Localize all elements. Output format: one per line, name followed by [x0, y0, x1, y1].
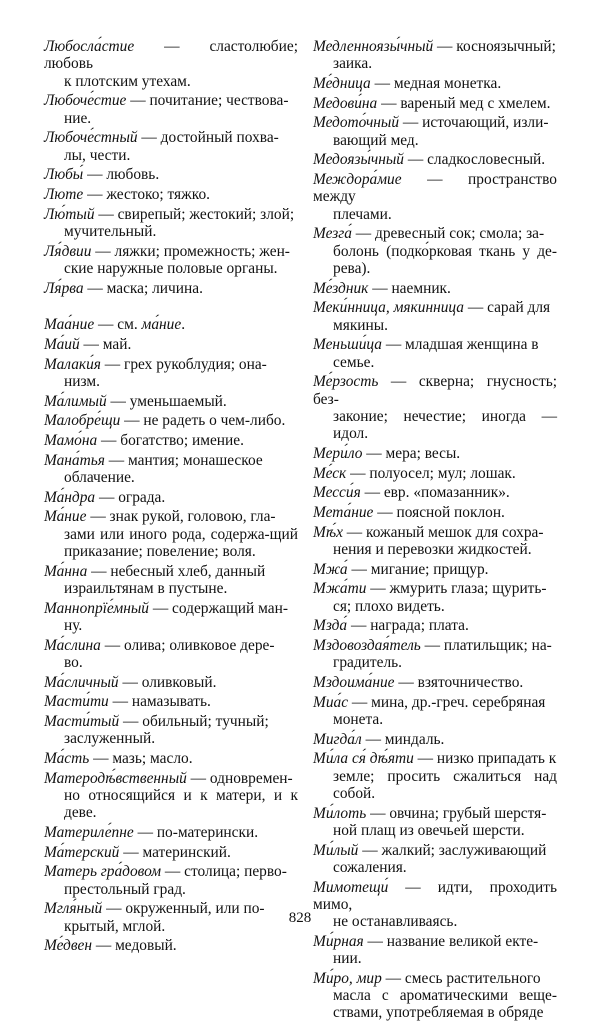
entry-definition: — по-матерински.: [133, 823, 259, 841]
entry-headword: Любы́: [44, 166, 84, 184]
entry-headword: Ме́здник: [313, 279, 369, 297]
entry-headword: Мезга́: [313, 225, 352, 243]
entry-definition: — медовый.: [91, 937, 177, 955]
entry-headword: Ма́сличный: [44, 673, 119, 691]
entry-continuation: вающий мед.: [333, 131, 419, 149]
dictionary-entry: [44, 693, 298, 710]
entry-continuation: законие; нечестие; иногда — идол.: [333, 407, 557, 443]
entry-continuation: заика.: [333, 55, 373, 73]
dictionary-entry: [313, 95, 557, 112]
entry-continuation: низм.: [64, 372, 100, 390]
entry-cross-reference: ма́ние: [141, 316, 182, 334]
entry-headword: Ме́рзость: [313, 373, 379, 391]
entry-continuation: сожаления.: [333, 858, 407, 876]
entry-headword: Медови́на: [313, 94, 378, 112]
entry-headword: Ля́рва: [44, 279, 84, 297]
entry-continuation: престольный град.: [64, 880, 186, 898]
entry-definition: — название великой екте-: [363, 932, 539, 950]
entry-headword: Медото́чный: [313, 114, 400, 132]
dictionary-entry: [44, 713, 298, 748]
dictionary-entry: [313, 336, 557, 371]
dictionary-entry: [313, 933, 557, 968]
entry-headword: Мимотещи́: [313, 878, 389, 896]
dictionary-entry: [44, 563, 298, 598]
entry-definition: — сластолюбие; любовь: [44, 38, 298, 73]
entry-continuation: монета.: [333, 710, 384, 728]
dictionary-entry: [313, 805, 557, 840]
right-column: [313, 38, 557, 1024]
entry-continuation: ские наружные половые органы.: [64, 259, 278, 277]
entry-headword: Меки́нница, мякинница: [313, 299, 464, 317]
entry-continuation: заслуженный.: [64, 730, 156, 748]
entry-definition: — ляжки; промежность; жен-: [91, 242, 290, 260]
entry-headword: Масти́тый: [44, 712, 120, 730]
entry-definition: — медная монетка.: [370, 74, 502, 92]
entry-definition: — мигание; прищур.: [347, 560, 489, 578]
entry-headword: Мана́тья: [44, 451, 105, 469]
left-column: [44, 38, 298, 957]
entry-definition: — май.: [79, 335, 132, 353]
entry-definition: — наемник.: [368, 279, 451, 297]
dictionary-entry: [44, 336, 298, 353]
entry-headword: Мигда́л: [313, 730, 362, 748]
dictionary-entry: [313, 151, 557, 168]
entry-headword: Любоче́стный: [44, 129, 138, 147]
dictionary-entry: [44, 674, 298, 691]
entry-headword: Ме́двен: [44, 937, 92, 955]
entry-definition: — смесь растительного: [381, 969, 541, 987]
entry-definition: — платильщик; на-: [420, 636, 552, 654]
entry-definition: — уменьшаемый.: [106, 392, 227, 410]
entry-headword: Мздовоздая́тель: [313, 636, 421, 654]
dictionary-entry: [313, 484, 557, 501]
dictionary-entry: [313, 750, 557, 802]
entry-continuation: ной плащ из овечьей шерсти.: [333, 821, 525, 839]
entry-headword: Мгля́ный: [44, 900, 103, 918]
dictionary-entry: [44, 129, 298, 164]
entry-headword: Ма́терский: [44, 843, 120, 861]
dictionary-entry: [44, 356, 298, 391]
entry-definition: — содержащий ман-: [148, 599, 288, 617]
entry-headword: Мери́ло: [313, 444, 363, 462]
entry-headword: Месси́я: [313, 484, 361, 502]
entry-definition: — небесный хлеб, данный: [87, 562, 266, 580]
entry-continuation: ся; плохо видеть.: [333, 597, 445, 615]
dictionary-entry: [44, 863, 298, 898]
dictionary-entry: [313, 445, 557, 462]
dictionary-entry: [44, 38, 298, 90]
entry-definition: — столица; перво-: [161, 863, 287, 881]
dictionary-entry: [44, 508, 298, 560]
entry-headword: Медоязы́чный: [313, 151, 405, 169]
dictionary-entry: [44, 750, 298, 767]
entry-definition: — богатство; имение.: [97, 432, 244, 450]
dictionary-entry: [44, 600, 298, 635]
dictionary-entry: [313, 504, 557, 521]
dictionary-entry: [44, 770, 298, 822]
dictionary-entry: [44, 844, 298, 861]
page-number: 828: [288, 910, 312, 926]
entry-definition: — мазь; масло.: [89, 749, 193, 767]
dictionary-entry: [44, 824, 298, 841]
section-gap: [44, 299, 298, 316]
entry-definition: — евр. «помазанник».: [360, 484, 510, 502]
dictionary-entry: [44, 937, 298, 954]
entry-definition: — оливковый.: [118, 673, 217, 691]
entry-definition: — достойный похва-: [137, 129, 279, 147]
entry-headword: Ме́ск: [313, 464, 347, 482]
entry-headword: Люте: [44, 185, 84, 203]
entry-continuation: не останавливаясь.: [333, 913, 458, 931]
entry-headword: Мжа́: [313, 560, 348, 578]
dictionary-entry: [313, 225, 557, 277]
entry-continuation: нии.: [333, 950, 362, 968]
entry-definition: — одновремен-: [186, 769, 293, 787]
entry-headword: Ля́двии: [44, 242, 92, 260]
entry-headword: Малаки́я: [44, 355, 101, 373]
entry-headword: Ма́сть: [44, 749, 90, 767]
entry-headword: Ма́ий: [44, 335, 80, 353]
entry-definition: — жестоко; тяжко.: [83, 185, 211, 203]
entry-continuation: зами или иного рода, содержа-щий приказание; повеление; воля.: [64, 525, 298, 560]
entry-definition: — жалкий; заслуживающий: [358, 841, 547, 859]
entry-headword: Мета́ние: [313, 503, 374, 521]
dictionary-entry: [313, 373, 557, 442]
entry-definition-tail: .: [181, 316, 186, 334]
entry-headword: Миа́с: [313, 693, 349, 711]
entry-headword: Масти́ти: [44, 693, 109, 711]
entry-headword: Ма́лимый: [44, 392, 107, 410]
dictionary-entry: [313, 694, 557, 729]
entry-headword: Ми́рная: [313, 932, 364, 950]
entry-definition: — см.: [94, 316, 142, 334]
entry-definition: — грех рукоблудия; она-: [100, 355, 267, 373]
dictionary-entry: [313, 674, 557, 691]
entry-headword: Маннопрïе́мный: [44, 599, 149, 617]
entry-headword: Лю́тый: [44, 205, 95, 223]
entry-definition: — источающий, изли-: [399, 114, 549, 132]
dictionary-entry: [44, 393, 298, 410]
entry-definition: — мина, др.-греч. серебряная: [348, 693, 546, 711]
entry-definition: — свирепый; жестокий; злой;: [94, 205, 295, 223]
entry-group-m-cont: [313, 38, 557, 1022]
dictionary-entry: [313, 842, 557, 877]
entry-definition: — поясной поклон.: [373, 503, 505, 521]
entry-headword: Ма́ние: [44, 508, 87, 526]
entry-definition: — олива; оливковое дере-: [100, 636, 275, 654]
dictionary-entry: [44, 452, 298, 487]
entry-headword: Мжа́ти: [313, 580, 367, 598]
entry-continuation: семье.: [333, 353, 375, 371]
entry-headword: Меньши́ца: [313, 336, 382, 354]
entry-continuation: мучительный.: [64, 222, 157, 240]
entry-definition: — вареный мед с хмелем.: [377, 94, 551, 112]
entry-definition: — маска; личина.: [83, 279, 203, 297]
entry-definition: — обильный; тучный;: [119, 712, 269, 730]
entry-definition: — почитание; чествова-: [126, 92, 289, 110]
entry-continuation: плечами.: [333, 205, 392, 223]
entry-headword: Междора́мие: [313, 171, 402, 189]
entry-headword: Материле́пне: [44, 823, 134, 841]
entry-headword: Маа́ние: [44, 316, 95, 334]
entry-headword: Ме́дница: [313, 74, 371, 92]
entry-definition: — жмурить глаза; щурить-: [366, 580, 547, 598]
entry-definition: — ограда.: [95, 488, 166, 506]
entry-headword: Любосла́стие: [44, 38, 135, 55]
entry-definition: — не радеть о чем-либо.: [120, 412, 286, 430]
entry-definition: — низко припадать к: [413, 750, 557, 768]
dictionary-entry: [44, 92, 298, 127]
dictionary-entry: [313, 114, 557, 149]
entry-definition: — младшая женщина в: [381, 336, 539, 354]
dictionary-entry: [313, 524, 557, 559]
dictionary-entry: [313, 561, 557, 578]
entry-definition: — намазывать.: [108, 693, 211, 711]
entry-headword: Матерь гра́довом: [44, 863, 162, 881]
entry-continuation: к плотским утехам.: [64, 72, 191, 90]
dictionary-entry: [313, 580, 557, 615]
dictionary-entry: [313, 299, 557, 334]
entry-definition: — материнский.: [119, 843, 231, 861]
entry-continuation: нения и перевозки жидкостей.: [333, 540, 532, 558]
dictionary-entry: [44, 637, 298, 672]
entry-definition: — награда; плата.: [347, 617, 469, 635]
entry-group-m: [44, 316, 298, 954]
entry-definition: — полуосел; мул; лошак.: [346, 464, 516, 482]
dictionary-entry: [313, 970, 557, 1022]
entry-definition: — миндаль.: [361, 730, 445, 748]
entry-headword: Ма́нна: [44, 562, 88, 580]
dictionary-entry: [313, 617, 557, 634]
entry-continuation: ну.: [64, 616, 83, 634]
entry-headword: Ми́ро, мир: [313, 969, 382, 987]
entry-continuation: израильтянам в пустыне.: [64, 579, 228, 597]
dictionary-entry: [313, 465, 557, 482]
entry-definition: — овчина; грубый шерстя-: [366, 804, 547, 822]
entry-continuation: земле; просить сжалиться над собой.: [333, 767, 557, 802]
entry-definition: — окруженный, или по-: [102, 900, 265, 918]
entry-headword: Малобре́щи: [44, 412, 121, 430]
dictionary-entry: [313, 280, 557, 297]
dictionary-entry: [313, 38, 557, 73]
entry-headword: Мамо́на: [44, 432, 98, 450]
entry-definition: — идти, проходить мимо,: [313, 878, 557, 913]
entry-definition: — древесный сок; смола; за-: [351, 225, 545, 243]
entry-headword: Ми́ла ся́ дѣ́яти: [313, 750, 414, 768]
dictionary-entry: [44, 412, 298, 429]
entry-continuation: лы, чести.: [64, 146, 131, 164]
dictionary-entry: [44, 489, 298, 506]
entry-definition: — мантия; монашеское: [104, 451, 263, 469]
entry-definition: — взяточничество.: [394, 673, 524, 691]
entry-definition: — любовь.: [83, 166, 160, 184]
entry-headword: Медленноязы́чный: [313, 38, 434, 55]
entry-definition: — сладкословесный.: [404, 151, 546, 169]
dictionary-entry: [44, 186, 298, 203]
dictionary-entry: [44, 166, 298, 183]
entry-headword: Ма́слина: [44, 636, 101, 654]
entry-definition: — кожаный мешок для сохра-: [342, 523, 544, 541]
entry-group-l: [44, 38, 298, 297]
dictionary-entry: [44, 432, 298, 449]
dictionary-entry: [313, 731, 557, 748]
entry-headword: Любоче́стие: [44, 92, 127, 110]
entry-definition: — сарай для: [463, 299, 551, 317]
entry-definition: — знак рукой, головою, гла-: [86, 508, 276, 526]
entry-definition: — пространство между: [313, 171, 557, 206]
dictionary-entry: [313, 637, 557, 672]
entry-headword: Матеродѣ́вственный: [44, 769, 187, 787]
dictionary-entry: [44, 243, 298, 278]
entry-continuation: градитель.: [333, 654, 403, 672]
entry-headword: Ми́лоть: [313, 804, 367, 822]
entry-continuation: во.: [64, 653, 83, 671]
entry-headword: Мзда́: [313, 617, 348, 635]
entry-continuation: мякины.: [333, 316, 388, 334]
entry-headword: Ма́ндра: [44, 488, 96, 506]
entry-headword: Мѣ́х: [313, 523, 343, 541]
dictionary-entry: [44, 206, 298, 241]
dictionary-entry: [44, 316, 298, 333]
entry-continuation: масла с ароматическими веще-ствами, употребляемая в обряде: [333, 987, 557, 1022]
dictionary-entry: [313, 171, 557, 223]
entry-continuation: крытый, мглой.: [64, 917, 166, 935]
entry-headword: Мздоима́ние: [313, 673, 395, 691]
entry-continuation: облачение.: [64, 469, 135, 486]
entry-continuation: ние.: [64, 109, 92, 127]
entry-definition: — скверна; гнусность; без-: [313, 373, 557, 408]
dictionary-entry: [44, 280, 298, 297]
entry-continuation: но относящийся и к матери, и к деве.: [64, 786, 298, 822]
entry-definition: — мера; весы.: [362, 444, 461, 462]
entry-headword: Ми́лый: [313, 841, 359, 859]
dictionary-entry: [313, 75, 557, 92]
entry-continuation: болонь (подко́рковая ткань у де-рева).: [333, 242, 557, 277]
entry-definition: — косноязычный;: [433, 38, 556, 55]
